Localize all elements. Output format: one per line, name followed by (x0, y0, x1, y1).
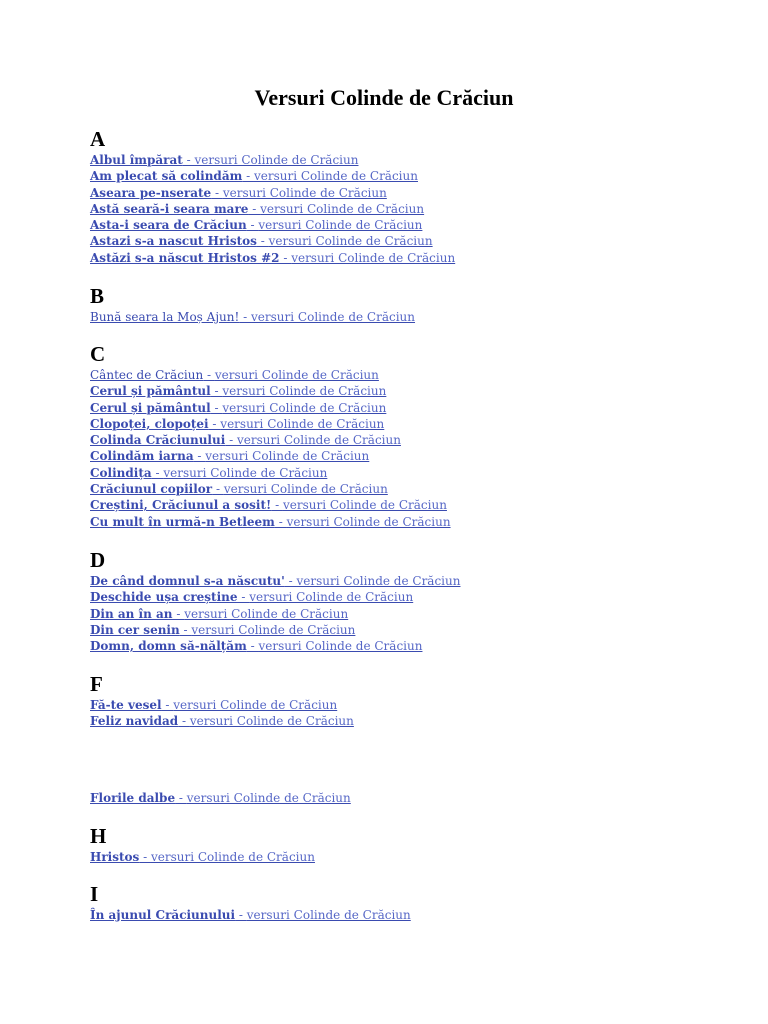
song-title[interactable]: Asta-i seara de Crăciun (90, 218, 247, 233)
song-title[interactable]: Am plecat să colindăm (90, 169, 243, 184)
separator: - (274, 514, 287, 529)
separator: - (246, 218, 259, 233)
song-link[interactable] (90, 497, 730, 513)
song-title[interactable]: Cântec de Crăciun (90, 368, 204, 382)
song-suffix[interactable]: versuri Colinde de Crăciun (222, 400, 387, 415)
song-link[interactable] (90, 448, 730, 464)
song-list (90, 907, 730, 923)
song-suffix[interactable]: versuri Colinde de Crăciun (214, 368, 379, 382)
section-a (90, 127, 730, 266)
section-f-continued (90, 790, 730, 806)
separator: - (210, 384, 223, 399)
song-title[interactable]: Hristos (90, 850, 140, 864)
separator: - (237, 590, 250, 605)
song-suffix[interactable]: versuri Colinde de Crăciun (205, 449, 370, 464)
separator: - (211, 185, 223, 200)
separator: - (161, 698, 174, 712)
song-suffix[interactable]: versuri Colinde de Crăciun (194, 153, 359, 167)
section-letter: I (90, 882, 99, 906)
song-suffix[interactable]: versuri Colinde de Crăciun (223, 482, 388, 497)
song-title[interactable]: În ajunul Crăciunului (90, 908, 236, 922)
song-list (90, 309, 730, 325)
section-letter: B (90, 284, 105, 308)
separator: - (182, 153, 195, 167)
song-link[interactable] (90, 606, 730, 622)
song-title[interactable]: Creștini, Crăciunul a sosit! (90, 498, 272, 513)
song-title[interactable]: Feliz navidad (90, 714, 179, 729)
section-b (90, 284, 730, 325)
section-f (90, 672, 730, 730)
song-link[interactable] (90, 713, 730, 729)
song-list (90, 790, 730, 806)
song-link[interactable] (90, 638, 730, 654)
separator: - (212, 482, 224, 497)
song-link[interactable] (90, 250, 730, 266)
separator: - (242, 169, 254, 184)
song-list (90, 573, 730, 654)
song-title[interactable]: Colinda Crăciunului (90, 433, 226, 448)
song-suffix[interactable]: versuri Colinde de Crăciun (268, 234, 433, 249)
separator: - (178, 714, 190, 729)
section-c (90, 342, 730, 530)
song-title[interactable]: Domn, domn să-nălțăm (90, 639, 247, 654)
song-suffix[interactable]: versuri Colinde de Crăciun (222, 384, 387, 399)
song-link[interactable] (90, 622, 730, 638)
song-title[interactable]: Cerul și pământul (90, 400, 211, 415)
song-suffix[interactable]: versuri Colinde de Crăciun (220, 416, 385, 431)
song-suffix[interactable]: versuri Colinde de Crăciun (286, 514, 451, 529)
separator: - (246, 639, 259, 654)
separator: - (203, 368, 215, 382)
song-title[interactable]: Albul împărat (90, 153, 183, 167)
song-link[interactable] (90, 573, 730, 589)
song-title[interactable]: Colindița (90, 465, 152, 480)
separator: - (139, 850, 151, 864)
song-suffix[interactable]: versuri Colinde de Crăciun (186, 791, 351, 805)
song-link[interactable] (90, 201, 730, 217)
song-link[interactable] (90, 416, 730, 432)
song-list (90, 697, 730, 730)
separator: - (208, 416, 221, 431)
separator: - (256, 234, 269, 249)
song-link[interactable] (90, 481, 730, 497)
song-link[interactable] (90, 589, 730, 605)
song-suffix[interactable]: versuri Colinde de Crăciun (191, 622, 356, 637)
separator: - (151, 465, 164, 480)
separator: - (271, 498, 283, 513)
song-link[interactable] (90, 849, 730, 865)
song-title[interactable]: Astă seară-i seara mare (90, 201, 249, 216)
song-suffix[interactable]: versuri Colinde de Crăciun (251, 310, 416, 324)
song-title[interactable]: Clopoței, clopoței (90, 416, 209, 431)
section-letter: F (90, 672, 103, 696)
song-suffix[interactable]: versuri Colinde de Crăciun (189, 714, 354, 729)
song-link[interactable] (90, 233, 730, 249)
song-suffix[interactable]: versuri Colinde de Crăciun (258, 218, 423, 233)
song-link[interactable] (90, 907, 730, 923)
song-list (90, 849, 730, 865)
song-link[interactable] (90, 465, 730, 481)
separator: - (279, 250, 292, 265)
song-title[interactable]: Florile dalbe (90, 791, 176, 805)
song-title[interactable]: Fă-te vesel (90, 698, 162, 712)
section-letter: D (90, 548, 106, 572)
song-link[interactable] (90, 514, 730, 530)
song-link[interactable] (90, 217, 730, 233)
song-list (90, 367, 730, 530)
song-title[interactable]: Din an în an (90, 606, 173, 621)
separator: - (284, 574, 297, 588)
song-link[interactable] (90, 152, 730, 168)
song-suffix[interactable]: versuri Colinde de Crăciun (222, 185, 387, 200)
song-title[interactable]: Bună seara la Moș Ajun! (90, 310, 240, 324)
song-link[interactable] (90, 400, 730, 416)
separator: - (210, 400, 223, 415)
song-suffix[interactable]: versuri Colinde de Crăciun (253, 169, 418, 184)
song-suffix[interactable]: versuri Colinde de Crăciun (258, 639, 423, 654)
song-suffix[interactable]: versuri Colinde de Crăciun (184, 606, 349, 621)
song-link[interactable] (90, 697, 730, 713)
section-h (90, 824, 730, 865)
song-link[interactable] (90, 432, 730, 448)
song-suffix[interactable]: versuri Colinde de Crăciun (236, 433, 401, 448)
page-title: Versuri Colinde de Crăciun (254, 85, 514, 110)
song-suffix[interactable]: versuri Colinde de Crăciun (246, 908, 411, 922)
separator: - (239, 310, 252, 324)
separator: - (175, 791, 187, 805)
song-suffix[interactable]: versuri Colinde de Crăciun (260, 201, 425, 216)
song-title[interactable]: De când domnul s-a născutu' (90, 574, 285, 588)
section-letter: C (90, 342, 106, 366)
song-title[interactable]: Cerul și pământul (90, 384, 211, 399)
song-suffix[interactable]: versuri Colinde de Crăciun (150, 850, 315, 864)
song-title[interactable]: Aseara pe-nserate (90, 185, 212, 200)
song-suffix[interactable]: versuri Colinde de Crăciun (282, 498, 447, 513)
separator: - (179, 622, 192, 637)
section-i (90, 882, 730, 923)
song-link[interactable] (90, 185, 730, 201)
section-letter: A (90, 127, 106, 151)
separator: - (235, 908, 247, 922)
song-suffix[interactable]: versuri Colinde de Crăciun (163, 465, 328, 480)
song-suffix[interactable]: versuri Colinde de Crăciun (173, 698, 338, 712)
song-link[interactable] (90, 367, 730, 383)
section-letter: H (90, 824, 107, 848)
song-title[interactable]: Astăzi s-a născut Hristos #2 (90, 250, 280, 265)
song-title[interactable]: Cu mult în urmă-n Betleem (90, 514, 275, 529)
separator: - (225, 433, 237, 448)
song-title[interactable]: Din cer senin (90, 622, 180, 637)
song-suffix[interactable]: versuri Colinde de Crăciun (296, 574, 461, 588)
song-title[interactable]: Colindăm iarna (90, 449, 194, 464)
song-link[interactable] (90, 309, 730, 325)
song-link[interactable] (90, 168, 730, 184)
separator: - (172, 606, 185, 621)
song-link[interactable] (90, 383, 730, 399)
song-suffix[interactable]: versuri Colinde de Crăciun (249, 590, 414, 605)
separator: - (193, 449, 206, 464)
song-title[interactable]: Astazi s-a nascut Hristos (90, 234, 257, 249)
song-suffix[interactable]: versuri Colinde de Crăciun (291, 250, 456, 265)
song-title[interactable]: Deschide ușa creștine (90, 590, 238, 605)
section-d (90, 548, 730, 654)
song-title[interactable]: Crăciunul copiilor (90, 482, 213, 497)
song-link[interactable] (90, 790, 730, 806)
song-list (90, 152, 730, 266)
separator: - (248, 201, 261, 216)
